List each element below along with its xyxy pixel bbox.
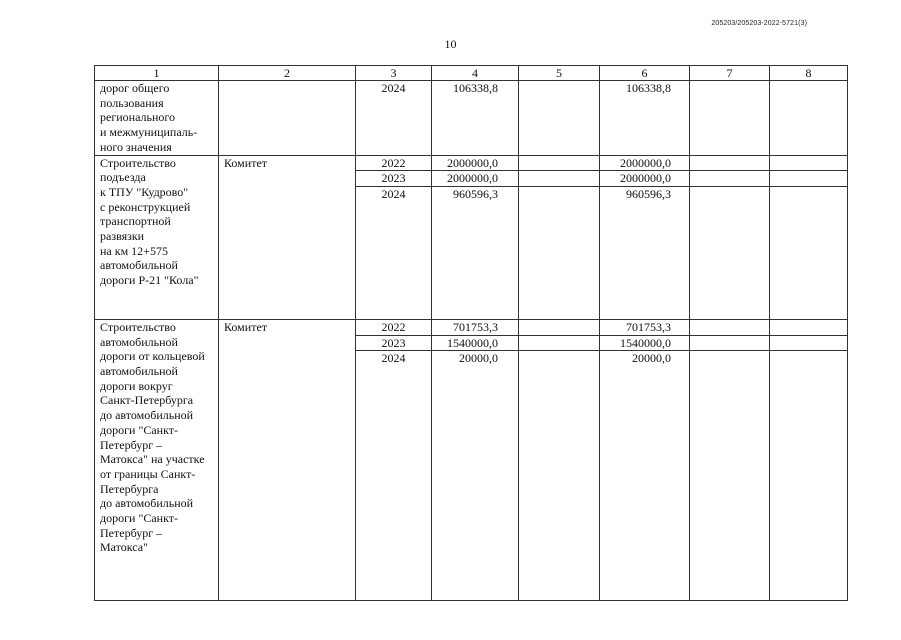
value-cell-4: 701753,3 (432, 319, 519, 335)
value-cell-8 (770, 319, 848, 335)
value-cell-7 (690, 81, 770, 156)
header-cell-3: 3 (356, 66, 432, 81)
item-description: Строительство автомобильной дороги от кольцевой автомобильной дороги вокруг Санкт-Петербурга до автомобильной дороги "Санкт- Петербург – Матокса" на участке от границы Санкт- Петербурга до автомобильной дороги "Санкт- Петербург – Матокса" (95, 319, 219, 600)
header-cell-6: 6 (600, 66, 690, 81)
item-executor (219, 81, 356, 156)
value-cell-7 (690, 335, 770, 351)
value-cell-6: 2000000,0 (600, 155, 690, 171)
table-row (95, 319, 848, 335)
value-cell-6: 20000,0 (600, 351, 690, 601)
value-cell-6: 701753,3 (600, 319, 690, 335)
year-cell: 2022 (356, 155, 432, 171)
item-description: Строительство подъезда к ТПУ "Кудрово" с реконструкцией транспортной развязки на км 12+575 автомобильной дороги Р-21 "Кола" (95, 155, 219, 319)
value-cell-6: 1540000,0 (600, 335, 690, 351)
value-cell-4: 960596,3 (432, 186, 519, 319)
year-cell: 2022 (356, 319, 432, 335)
value-cell-7 (690, 171, 770, 187)
value-cell-4: 2000000,0 (432, 155, 519, 171)
header-cell-1: 1 (95, 66, 219, 81)
value-cell-7 (690, 186, 770, 319)
value-cell-4: 2000000,0 (432, 171, 519, 187)
value-cell-8 (770, 351, 848, 601)
year-cell: 2023 (356, 335, 432, 351)
header-cell-8: 8 (770, 66, 848, 81)
value-cell-5 (519, 171, 600, 187)
header-cell-2: 2 (219, 66, 356, 81)
table-row (95, 155, 848, 171)
value-cell-5 (519, 335, 600, 351)
value-cell-8 (770, 335, 848, 351)
value-cell-5 (519, 351, 600, 601)
value-cell-8 (770, 171, 848, 187)
value-cell-7 (690, 319, 770, 335)
item-executor: Комитет (219, 319, 356, 600)
year-cell: 2024 (356, 351, 432, 601)
header-cell-4: 4 (432, 66, 519, 81)
value-cell-5 (519, 319, 600, 335)
page-number: 10 (444, 37, 457, 51)
value-cell-5 (519, 81, 600, 156)
value-cell-4: 106338,8 (432, 81, 519, 156)
item-description: дорог общего пользования регионального и межмуниципаль- ного значения (95, 81, 219, 156)
value-cell-7 (690, 351, 770, 601)
header-cell-7: 7 (690, 66, 770, 81)
value-cell-6: 2000000,0 (600, 171, 690, 187)
value-cell-7 (690, 155, 770, 171)
value-cell-5 (519, 186, 600, 319)
item-executor: Комитет (219, 155, 356, 319)
table-row (95, 81, 848, 156)
header-row (95, 66, 848, 81)
value-cell-6: 960596,3 (600, 186, 690, 319)
year-cell: 2024 (356, 81, 432, 156)
year-cell: 2023 (356, 171, 432, 187)
value-cell-8 (770, 81, 848, 156)
header-cell-5: 5 (519, 66, 600, 81)
value-cell-8 (770, 186, 848, 319)
value-cell-5 (519, 155, 600, 171)
year-cell: 2024 (356, 186, 432, 319)
value-cell-8 (770, 155, 848, 171)
value-cell-6: 106338,8 (600, 81, 690, 156)
document-id: 205203/205203-2022-5721(3) (711, 20, 807, 27)
funding-table (94, 65, 848, 601)
value-cell-4: 20000,0 (432, 351, 519, 601)
value-cell-4: 1540000,0 (432, 335, 519, 351)
